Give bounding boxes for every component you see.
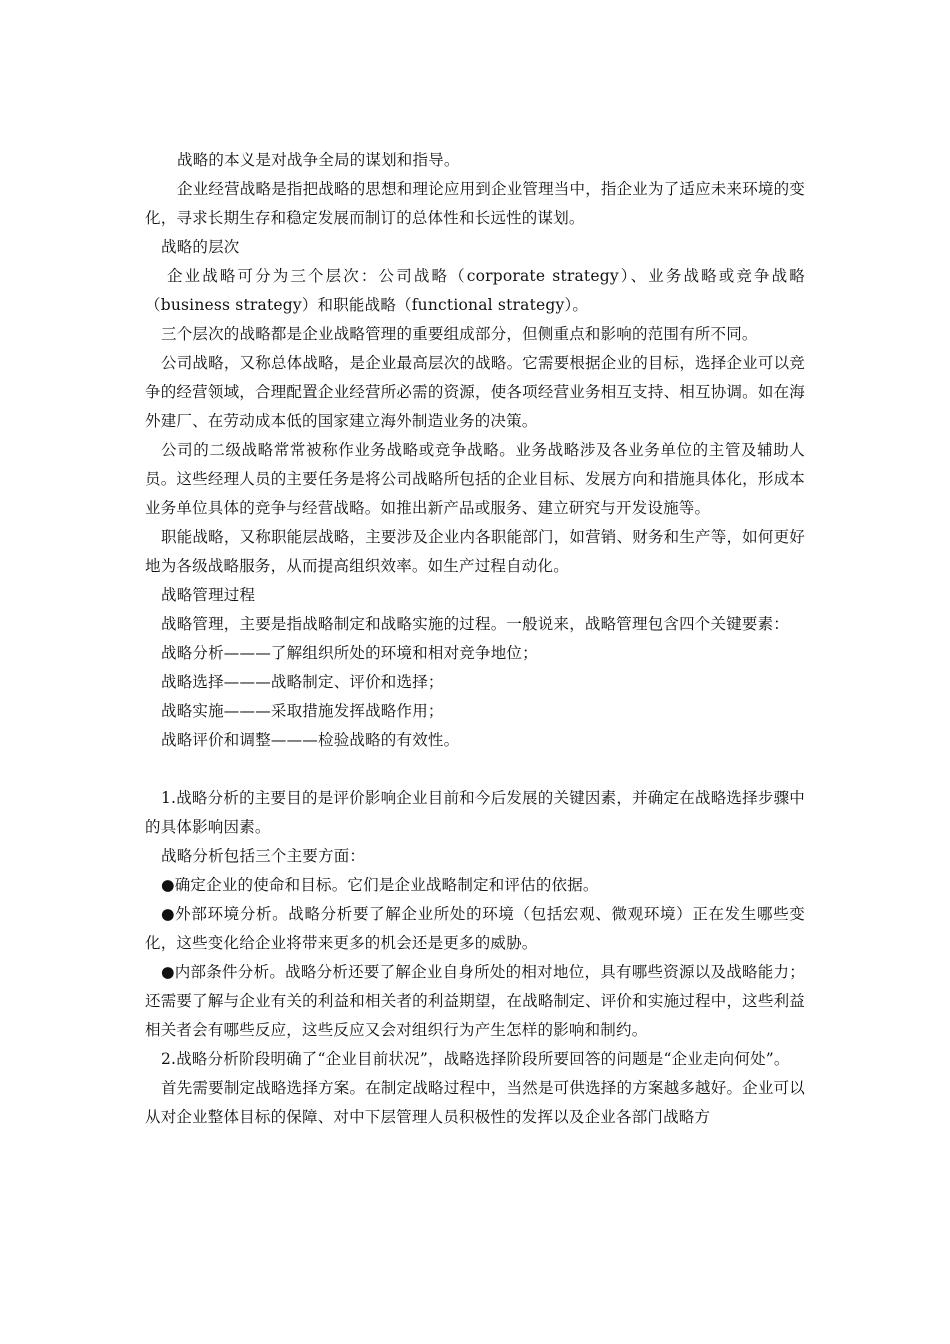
list-item-strategy-implementation: 战略实施———采取措施发挥战略作用； [161, 702, 444, 720]
paragraph-levels-importance: 三个层次的战略都是企业战略管理的重要组成部分，但侧重点和影响的范围有所不同。 [161, 325, 758, 343]
document-body [145, 146, 805, 1132]
bullet-external-environment: ●外部环境分析。战略分析要了解企业所处的环境（包括宏观、微观环境）正在发生哪些变化，这些变化给企业将带来更多的机会还是更多的威胁。 [145, 905, 805, 952]
paragraph-strategic-management: 战略管理，主要是指战略制定和战略实施的过程。一般说来，战略管理包含四个关键要素： [161, 615, 790, 633]
paragraph-strategy-meaning: 战略的本义是对战争全局的谋划和指导。 [177, 151, 460, 169]
heading-strategy-levels: 战略的层次 [161, 238, 240, 256]
paragraph-three-levels: 企业战略可分为三个层次：公司战略（corporate strategy）、业务战略或竞争战略（business strategy）和职能战略（functional strategy）。 [145, 267, 805, 314]
paragraph-analysis-purpose: 1.战略分析的主要目的是评价影响企业目前和今后发展的关键因素，并确定在战略选择步骤中的具体影响因素。 [145, 789, 805, 836]
paragraph-business-strategy: 公司的二级战略常常被称作业务战略或竞争战略。业务战略涉及各业务单位的主管及辅助人员。这些经理人员的主要任务是将公司战略所包括的企业目标、发展方向和措施具体化，形成本业务单位具体的竞争与经营战略。如推出新产品或服务、建立研究与开发设施等。 [145, 441, 805, 517]
list-item-strategy-analysis: 战略分析———了解组织所处的环境和相对竞争地位； [161, 644, 538, 662]
paragraph-choice-options: 首先需要制定战略选择方案。在制定战略过程中，当然是可供选择的方案越多越好。企业可以从对企业整体目标的保障、对中下层管理人员积极性的发挥以及企业各部门战略方 [145, 1079, 805, 1126]
paragraph-business-strategy-definition: 企业经营战略是指把战略的思想和理论应用到企业管理当中，指企业为了适应未来环境的变化，寻求长期生存和稳定发展而制订的总体性和长远性的谋划。 [145, 180, 806, 227]
paragraph-functional-strategy: 职能战略，又称职能层战略，主要涉及企业内各职能部门，如营销、财务和生产等，如何更好地为各级战略服务，从而提高组织效率。如生产过程自动化。 [145, 528, 805, 575]
blank-line [145, 755, 805, 784]
list-item-strategy-evaluation: 战略评价和调整———检验战略的有效性。 [161, 731, 460, 749]
paragraph-strategy-choice-stage: 2.战略分析阶段明确了“企业目前状况”，战略选择阶段所要回答的问题是“企业走向何处”。 [161, 1050, 790, 1068]
list-item-strategy-choice: 战略选择———战略制定、评价和选择； [161, 673, 444, 691]
bullet-mission-goals: ●确定企业的使命和目标。它们是企业战略制定和评估的依据。 [161, 876, 599, 894]
paragraph-analysis-aspects: 战略分析包括三个主要方面： [161, 847, 366, 865]
heading-strategic-management-process: 战略管理过程 [161, 586, 256, 604]
bullet-internal-conditions: ●内部条件分析。战略分析还要了解企业自身所处的相对地位，具有哪些资源以及战略能力；还需要了解与企业有关的利益和相关者的利益期望，在战略制定、评价和实施过程中，这些利益相关者会有哪些反应，这些反应又会对组织行为产生怎样的影响和制约。 [145, 963, 805, 1039]
paragraph-corporate-strategy: 公司战略，又称总体战略，是企业最高层次的战略。它需要根据企业的目标，选择企业可以竞争的经营领域，合理配置企业经营所必需的资源，使各项经营业务相互支持、相互协调。如在海外建厂、在劳动成本低的国家建立海外制造业务的决策。 [145, 354, 805, 430]
